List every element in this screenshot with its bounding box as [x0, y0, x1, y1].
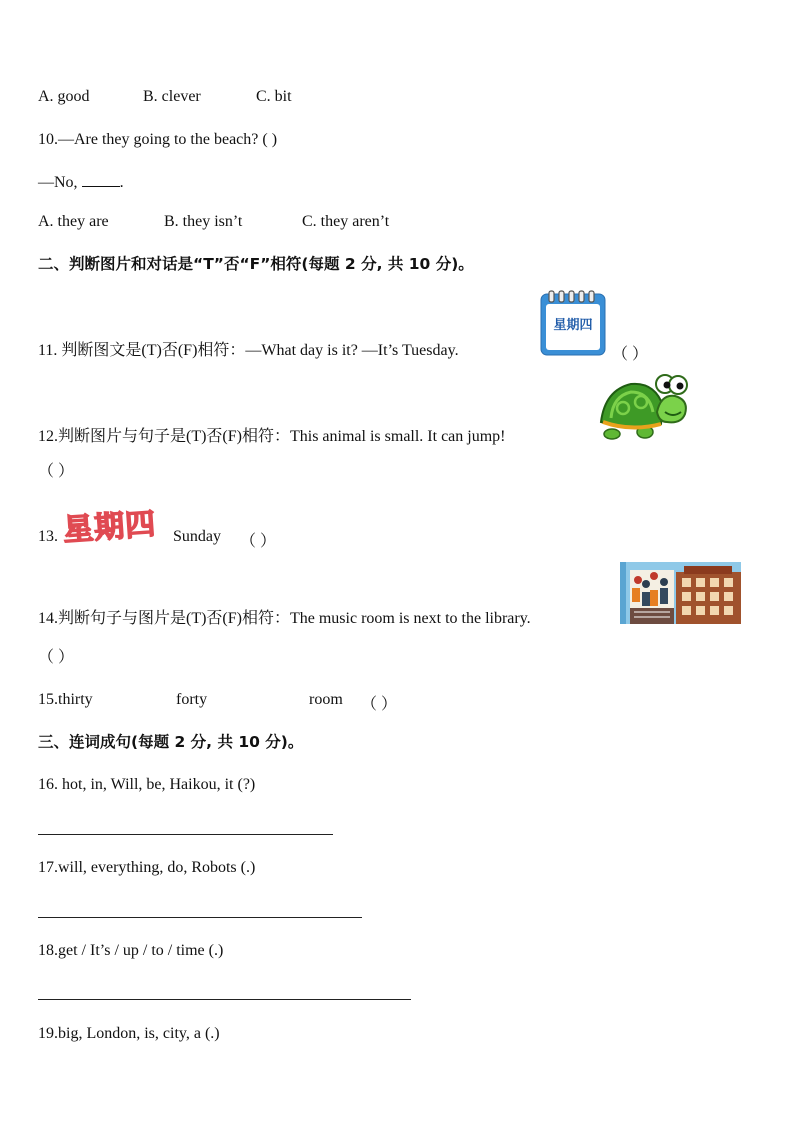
weekday-image-label: 星期四	[62, 506, 158, 549]
weekday-text-image	[62, 500, 165, 549]
q9-option-b: B. clever	[143, 88, 201, 105]
q12-answer-paren[interactable]: （ ）	[38, 463, 75, 480]
q15-word-3: room	[309, 691, 343, 708]
q9-option-c: C. bit	[256, 88, 292, 105]
q19-text: 19.big, London, is, city, a (.)	[38, 1025, 220, 1042]
q18-answer-line[interactable]	[38, 999, 411, 1000]
q10-option-a: A. they are	[38, 213, 109, 230]
q16-text: 16. hot, in, Will, be, Haikou, it (?)	[38, 776, 256, 793]
section3-heading: 三、连词成句(每题 2 分, 共 10 分)。	[38, 733, 304, 751]
q10-stem: 10.—Are they going to the beach? ( )	[38, 131, 278, 148]
q11-answer-paren[interactable]: （ ）	[612, 346, 649, 363]
q14-answer-paren[interactable]: （ ）	[38, 649, 75, 666]
q10-reply-prefix: —No,	[38, 174, 82, 191]
q16-answer-line[interactable]	[38, 834, 333, 835]
q10-blank	[82, 172, 120, 187]
q10-reply	[38, 172, 124, 193]
calendar-label: 星期四	[553, 318, 593, 333]
q12-text: 12.判断图片与句子是(T)否(F)相符：This animal is small. It can jump!	[38, 428, 506, 445]
school-building-image	[620, 562, 741, 624]
q10-option-c: C. they aren’t	[302, 213, 390, 230]
q13-word: Sunday	[173, 528, 221, 545]
calendar-icon	[540, 290, 606, 356]
q14-text: 14.判断句子与图片是(T)否(F)相符：The music room is next to the library.	[38, 610, 531, 627]
q15-answer-paren[interactable]: （ ）	[361, 696, 398, 713]
q11-text: 11. 判断图文是(T)否(F)相符：—What day is it? —It’s Tuesday.	[38, 342, 459, 359]
q10-reply-suffix: .	[119, 174, 124, 191]
q15-word-2: forty	[176, 691, 208, 708]
q13-answer-paren[interactable]: （ ）	[240, 533, 277, 550]
q15-word-1: 15.thirty	[38, 691, 93, 708]
q17-answer-line[interactable]	[38, 917, 362, 918]
section2-heading: 二、判断图片和对话是“T”否“F”相符(每题 2 分, 共 10 分)。	[38, 255, 474, 273]
q18-text: 18.get / It’s / up / to / time (.)	[38, 942, 224, 959]
q17-text: 17.will, everything, do, Robots (.)	[38, 859, 256, 876]
q9-option-a: A. good	[38, 88, 90, 105]
turtle-icon	[597, 372, 689, 442]
q10-option-b: B. they isn’t	[164, 213, 243, 230]
q13-number: 13.	[38, 528, 58, 545]
